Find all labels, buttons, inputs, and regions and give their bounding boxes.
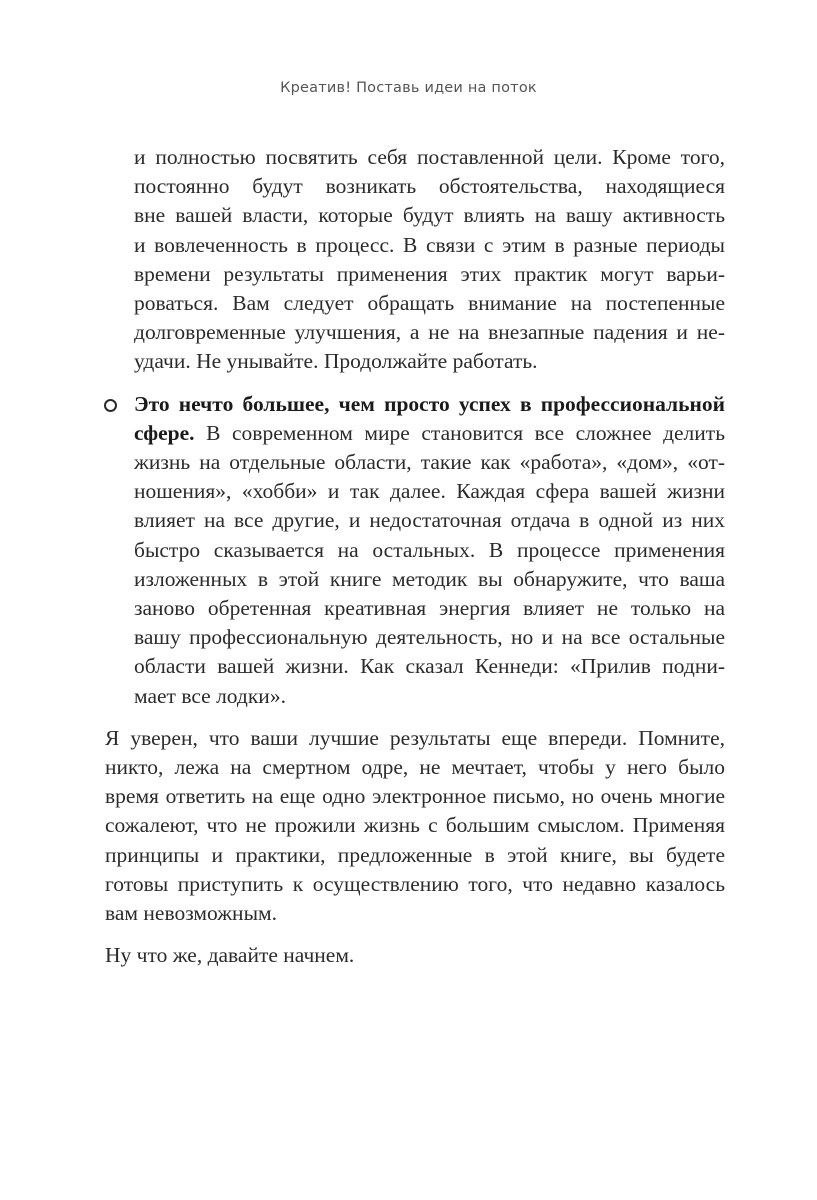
bullet-item (105, 390, 725, 711)
page-body (105, 143, 725, 970)
text-line: ношения», «хобби» и так далее. Каждая сфера вашей жизни (134, 479, 725, 504)
text-line: заново обретенная креативная энергия влияет не только на (134, 596, 725, 621)
closing-paragraph (105, 941, 725, 970)
text-line: изложенных в этой книге методик вы обнаружите, что ваша (134, 566, 725, 591)
text-line: и полностью посвятить себя поставленной цели. Кроме того, (134, 145, 725, 169)
text-line: вам невозможным. (105, 901, 277, 926)
bullet-lead: Это нечто большее, чем просто успех в профессиональной (134, 391, 725, 416)
running-head: Креатив! Поставь идеи на поток (280, 80, 537, 96)
text-line: Ну что же, давайте начнем. (105, 943, 355, 968)
paragraph (105, 724, 725, 928)
text-line: времени результаты применения этих практик могут варьи- (134, 261, 725, 286)
text-line: мает все лодки». (134, 683, 286, 708)
text-line: готовы приступить к осуществлению того, что недавно казалось (105, 871, 725, 896)
text-line (134, 390, 725, 419)
text-line: роваться. Вам следует обращать внимание на постепенные (134, 291, 725, 316)
text-line: сожалеют, что не прожили жизнь с большим смыслом. Применяя (105, 813, 725, 838)
text-line: быстро сказывается на остальных. В процессе применения (134, 537, 725, 562)
text-line: жизнь на отдельные области, такие как «работа», «дом», «от- (134, 450, 725, 475)
circle-bullet-icon (104, 399, 117, 412)
text-line: вне вашей власти, которые будут влиять на вашу активность (134, 203, 725, 228)
text-line: вашу профессиональную деятельность, но и на все остальные (134, 625, 725, 650)
text-line: время ответить на еще одно электронное письмо, но очень многие (105, 784, 725, 809)
bullet-lead: сфере. (134, 420, 195, 445)
text-line: влияет на все другие, и недостаточная отдача в одной из них (134, 508, 725, 533)
text-line: долговременные улучшения, а не на внезапные падения и не- (134, 320, 725, 345)
text-line: области вашей жизни. Как сказал Кеннеди: «Прилив подни- (134, 654, 725, 679)
continuation-paragraph (134, 143, 725, 377)
text-line: принципы и практики, предложенные в этой книге, вы будете (105, 842, 725, 867)
text-line: Я уверен, что ваши лучшие результаты еще впереди. Помните, (105, 725, 725, 750)
text-line: и вовлеченность в процесс. В связи с этим в разные периоды (134, 232, 725, 257)
text-line: никто, лежа на смертном одре, не мечтает, чтобы у него было (105, 755, 725, 780)
text-line: постоянно будут возникать обстоятельства, находящиеся (134, 174, 725, 199)
text-line: сфере. В современном мире становится все сложнее делить (134, 420, 725, 445)
text-line: удачи. Не унывайте. Продолжайте работать. (134, 349, 538, 374)
